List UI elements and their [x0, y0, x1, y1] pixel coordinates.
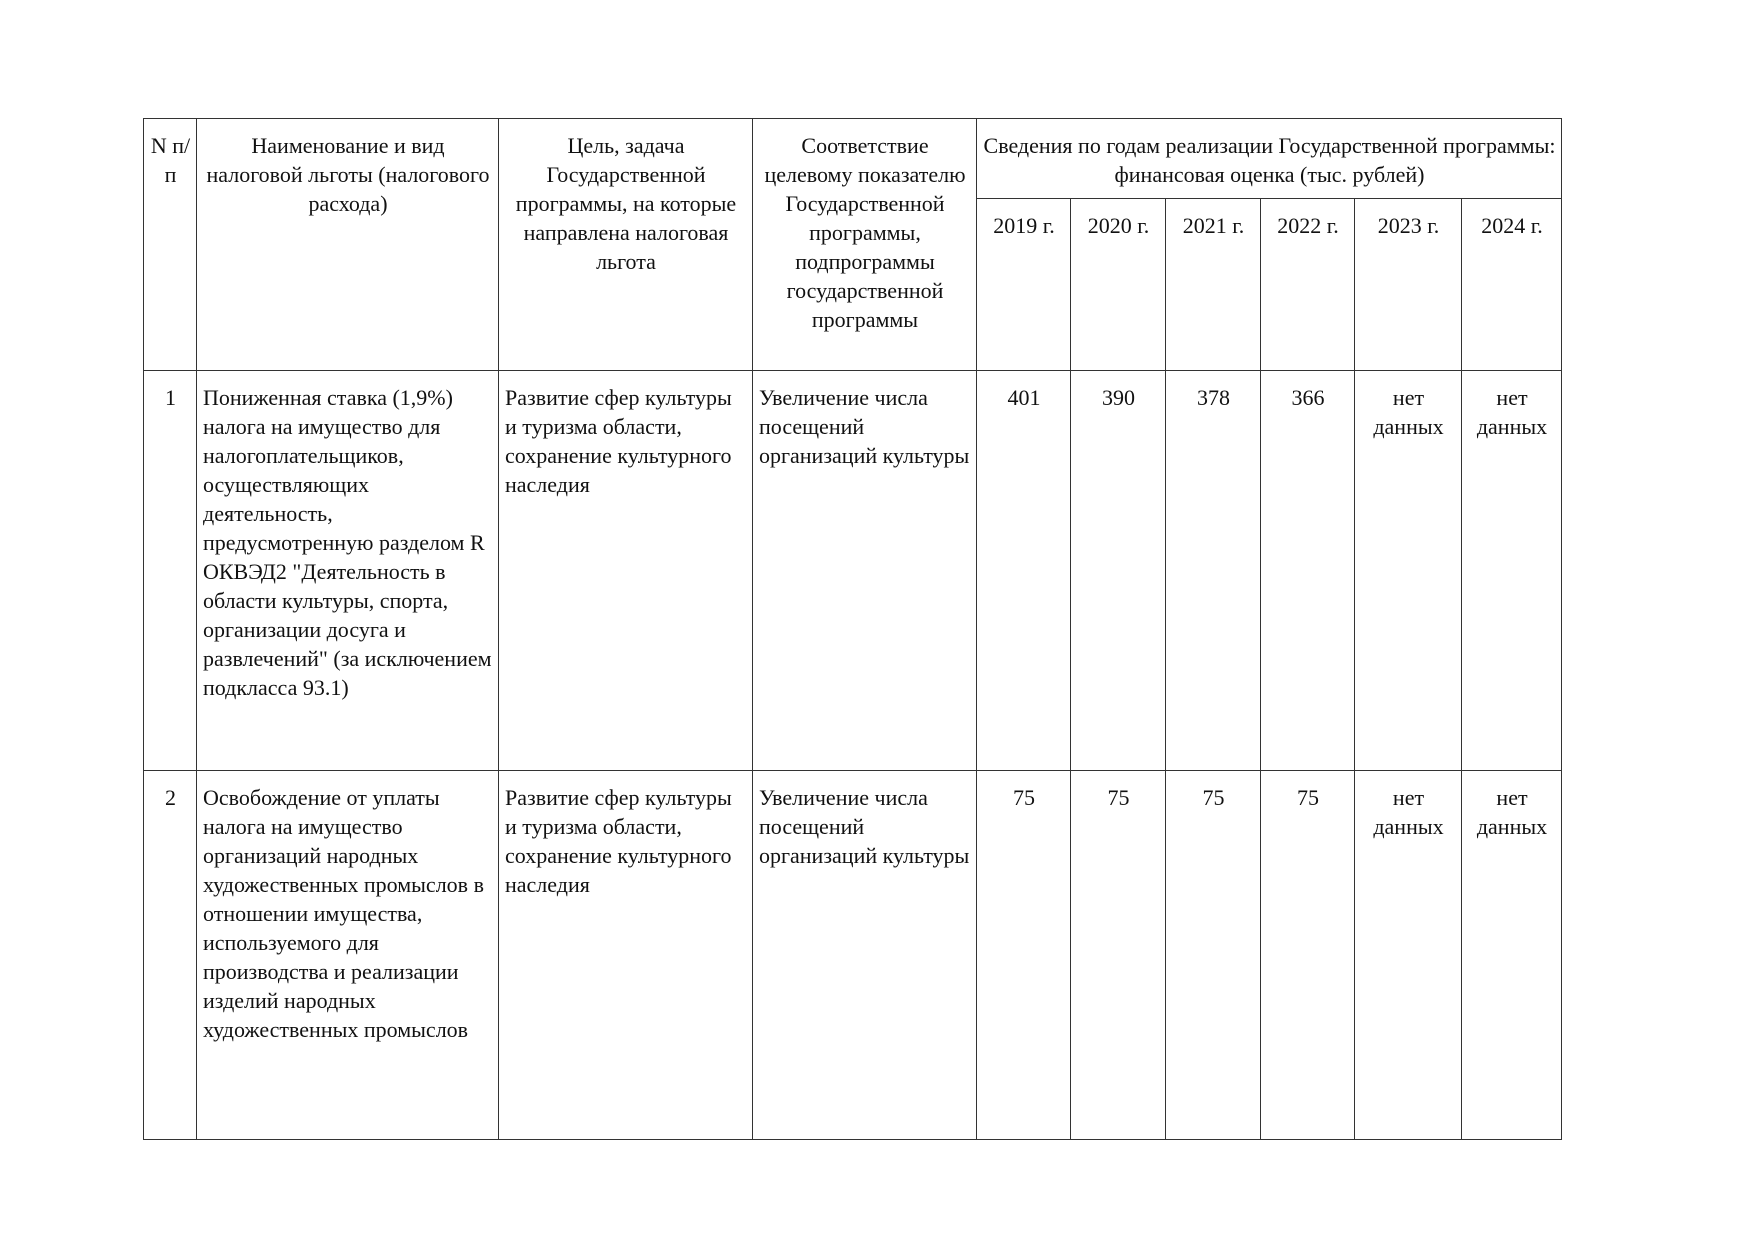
header-year: 2020 г. — [1071, 199, 1166, 371]
header-year: 2023 г. — [1355, 199, 1462, 371]
row-value: 378 — [1166, 371, 1261, 771]
row-name: Пониженная ставка (1,9%) налога на имущество для налогоплательщиков, осуществляющих деятельность, предусмотренную разделом R ОКВЭД2 "Деятельность в области культуры, спорта, организации досуга и развлечений" (за исключением подкласса 93.1) — [197, 371, 499, 771]
header-year: 2019 г. — [977, 199, 1071, 371]
row-value: 366 — [1261, 371, 1355, 771]
header-years-group: Сведения по годам реализации Государственной программы: финансовая оценка (тыс. рублей) — [977, 119, 1562, 199]
row-value: нет данных — [1355, 771, 1462, 1140]
header-num: N п/п — [144, 119, 197, 371]
row-num: 2 — [144, 771, 197, 1140]
row-value: 390 — [1071, 371, 1166, 771]
header-goal: Цель, задача Государственной программы, на которые направлена налоговая льгота — [499, 119, 753, 371]
row-value: 401 — [977, 371, 1071, 771]
row-value: нет данных — [1355, 371, 1462, 771]
header-year: 2021 г. — [1166, 199, 1261, 371]
row-indicator: Увеличение числа посещений организаций культуры — [753, 371, 977, 771]
row-name: Освобождение от уплаты налога на имущество организаций народных художественных промыслов в отношении имущества, используемого для производства и реализации изделий народных художественных промыслов — [197, 771, 499, 1140]
header-row — [144, 119, 1562, 199]
row-value: нет данных — [1462, 771, 1562, 1140]
header-year: 2022 г. — [1261, 199, 1355, 371]
row-indicator: Увеличение числа посещений организаций культуры — [753, 771, 977, 1140]
row-value: нет данных — [1462, 371, 1562, 771]
header-year: 2024 г. — [1462, 199, 1562, 371]
row-goal: Развитие сфер культуры и туризма области, сохранение культурного наследия — [499, 371, 753, 771]
row-goal: Развитие сфер культуры и туризма области, сохранение культурного наследия — [499, 771, 753, 1140]
row-value: 75 — [977, 771, 1071, 1140]
table-row — [144, 371, 1562, 771]
row-value: 75 — [1261, 771, 1355, 1140]
row-num: 1 — [144, 371, 197, 771]
header-name: Наименование и вид налоговой льготы (налогового расхода) — [197, 119, 499, 371]
table-row — [144, 771, 1562, 1140]
header-indicator: Соответствие целевому показателю Государственной программы, подпрограммы государственной программы — [753, 119, 977, 371]
tax-benefits-table — [143, 118, 1562, 1140]
row-value: 75 — [1166, 771, 1261, 1140]
row-value: 75 — [1071, 771, 1166, 1140]
